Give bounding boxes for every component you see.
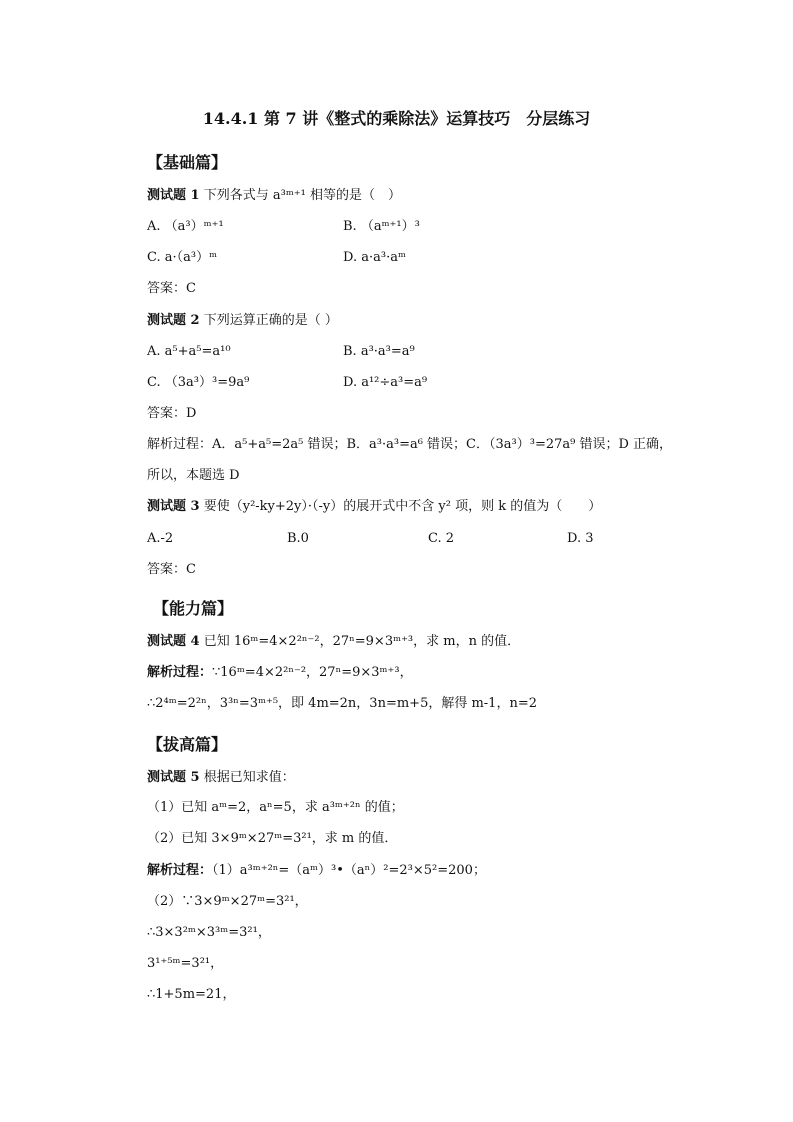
- question-5-analysis-text: （1）a³ᵐ⁺²ⁿ=（aᵐ）³•（aⁿ）²=2³×5²=200；: [212, 863, 486, 878]
- question-1-answer: 答案：C: [147, 281, 196, 296]
- question-5-analysis-label: 解析过程：: [147, 863, 213, 878]
- section-heading-advanced: 【拔高篇】: [147, 735, 228, 754]
- question-2-option-a: A. a⁵+a⁵=a¹⁰: [147, 344, 231, 359]
- question-4-stem: 已知 16ᵐ=4×2²ⁿ⁻²，27ⁿ=9×3ᵐ⁺³，求 m，n 的值．: [203, 634, 521, 649]
- question-3-option-b: B.0: [287, 531, 309, 546]
- question-4-analysis-line-1: [147, 664, 413, 682]
- question-5-analysis-line-3: ∴3×3²ᵐ×3³ᵐ=3²¹，: [147, 925, 271, 940]
- question-1: [147, 187, 401, 205]
- question-2: [147, 312, 338, 330]
- section-heading-basic: 【基础篇】: [147, 153, 228, 172]
- question-1-option-c: C. a·（a³）ᵐ: [147, 250, 218, 265]
- question-3-answer: 答案：C: [147, 562, 196, 577]
- question-2-answer: 答案：D: [147, 406, 197, 421]
- question-4: [147, 633, 520, 651]
- question-1-option-a: A. （a³）ᵐ⁺¹: [147, 219, 224, 234]
- question-1-label: 测试题 1: [147, 188, 200, 203]
- question-5: [147, 769, 295, 787]
- page-title: 14.4.1 第 7 讲《整式的乘除法》运算技巧 分层练习: [202, 109, 591, 128]
- question-1-option-b: B. （aᵐ⁺¹）³: [343, 219, 420, 234]
- question-1-stem: 下列各式与 a³ᵐ⁺¹ 相等的是（ ）: [203, 188, 401, 203]
- question-3: [147, 498, 601, 516]
- question-4-label: 测试题 4: [147, 634, 200, 649]
- question-5-label: 测试题 5: [147, 770, 200, 785]
- question-2-analysis-line-1: 解析过程：A．a⁵+a⁵=2a⁵ 错误；B．a³·a³=a⁶ 错误；C．（3a³）³=27a⁹ 错误；D 正确，: [147, 437, 673, 452]
- question-5-part-1: （1）已知 aᵐ=2，aⁿ=5，求 a³ᵐ⁺²ⁿ 的值；: [147, 800, 404, 815]
- question-2-analysis-line-2: 所以，本题选 D: [147, 468, 240, 483]
- question-2-option-c: C. （3a³）³=9a⁹: [147, 375, 250, 390]
- question-2-option-d: D. a¹²÷a³=a⁹: [343, 375, 428, 390]
- question-1-option-d: D. a·a³·aᵐ: [343, 250, 406, 265]
- question-2-option-b: B. a³·a³=a⁹: [343, 344, 415, 359]
- question-2-label: 测试题 2: [147, 313, 200, 328]
- question-3-option-c: C. 2: [428, 531, 455, 546]
- question-5-analysis-line-2: （2）∵3×9ᵐ×27ᵐ=3²¹，: [147, 894, 308, 909]
- question-5-part-2: （2）已知 3×9ᵐ×27ᵐ=3²¹，求 m 的值．: [147, 831, 398, 846]
- question-3-label: 测试题 3: [147, 499, 200, 514]
- question-3-stem: 要使（y²-ky+2y）·（-y）的展开式中不含 y² 项，则 k 的值为（ ）: [203, 499, 602, 514]
- question-3-option-a: A.-2: [147, 531, 174, 546]
- section-heading-ability: 【能力篇】: [153, 599, 234, 618]
- question-5-analysis-line-4: 3¹⁺⁵ᵐ=3²¹，: [147, 956, 224, 971]
- question-5-stem: 根据已知求值：: [203, 770, 295, 785]
- question-5-analysis-line-5: ∴1+5m=21，: [147, 987, 236, 1002]
- question-3-option-d: D. 3: [567, 531, 594, 546]
- question-5-analysis-line-1: [147, 862, 486, 880]
- question-4-analysis-line-2: ∴2⁴ᵐ=2²ⁿ，3³ⁿ=3ᵐ⁺⁵，即 4m=2n，3n=m+5，解得 m-1，n=2: [147, 696, 537, 711]
- question-4-analysis-label: 解析过程：: [147, 665, 213, 680]
- question-4-analysis-text: ∵16ᵐ=4×2²ⁿ⁻²，27ⁿ=9×3ᵐ⁺³，: [212, 665, 413, 680]
- question-2-stem: 下列运算正确的是（ ）: [203, 313, 338, 328]
